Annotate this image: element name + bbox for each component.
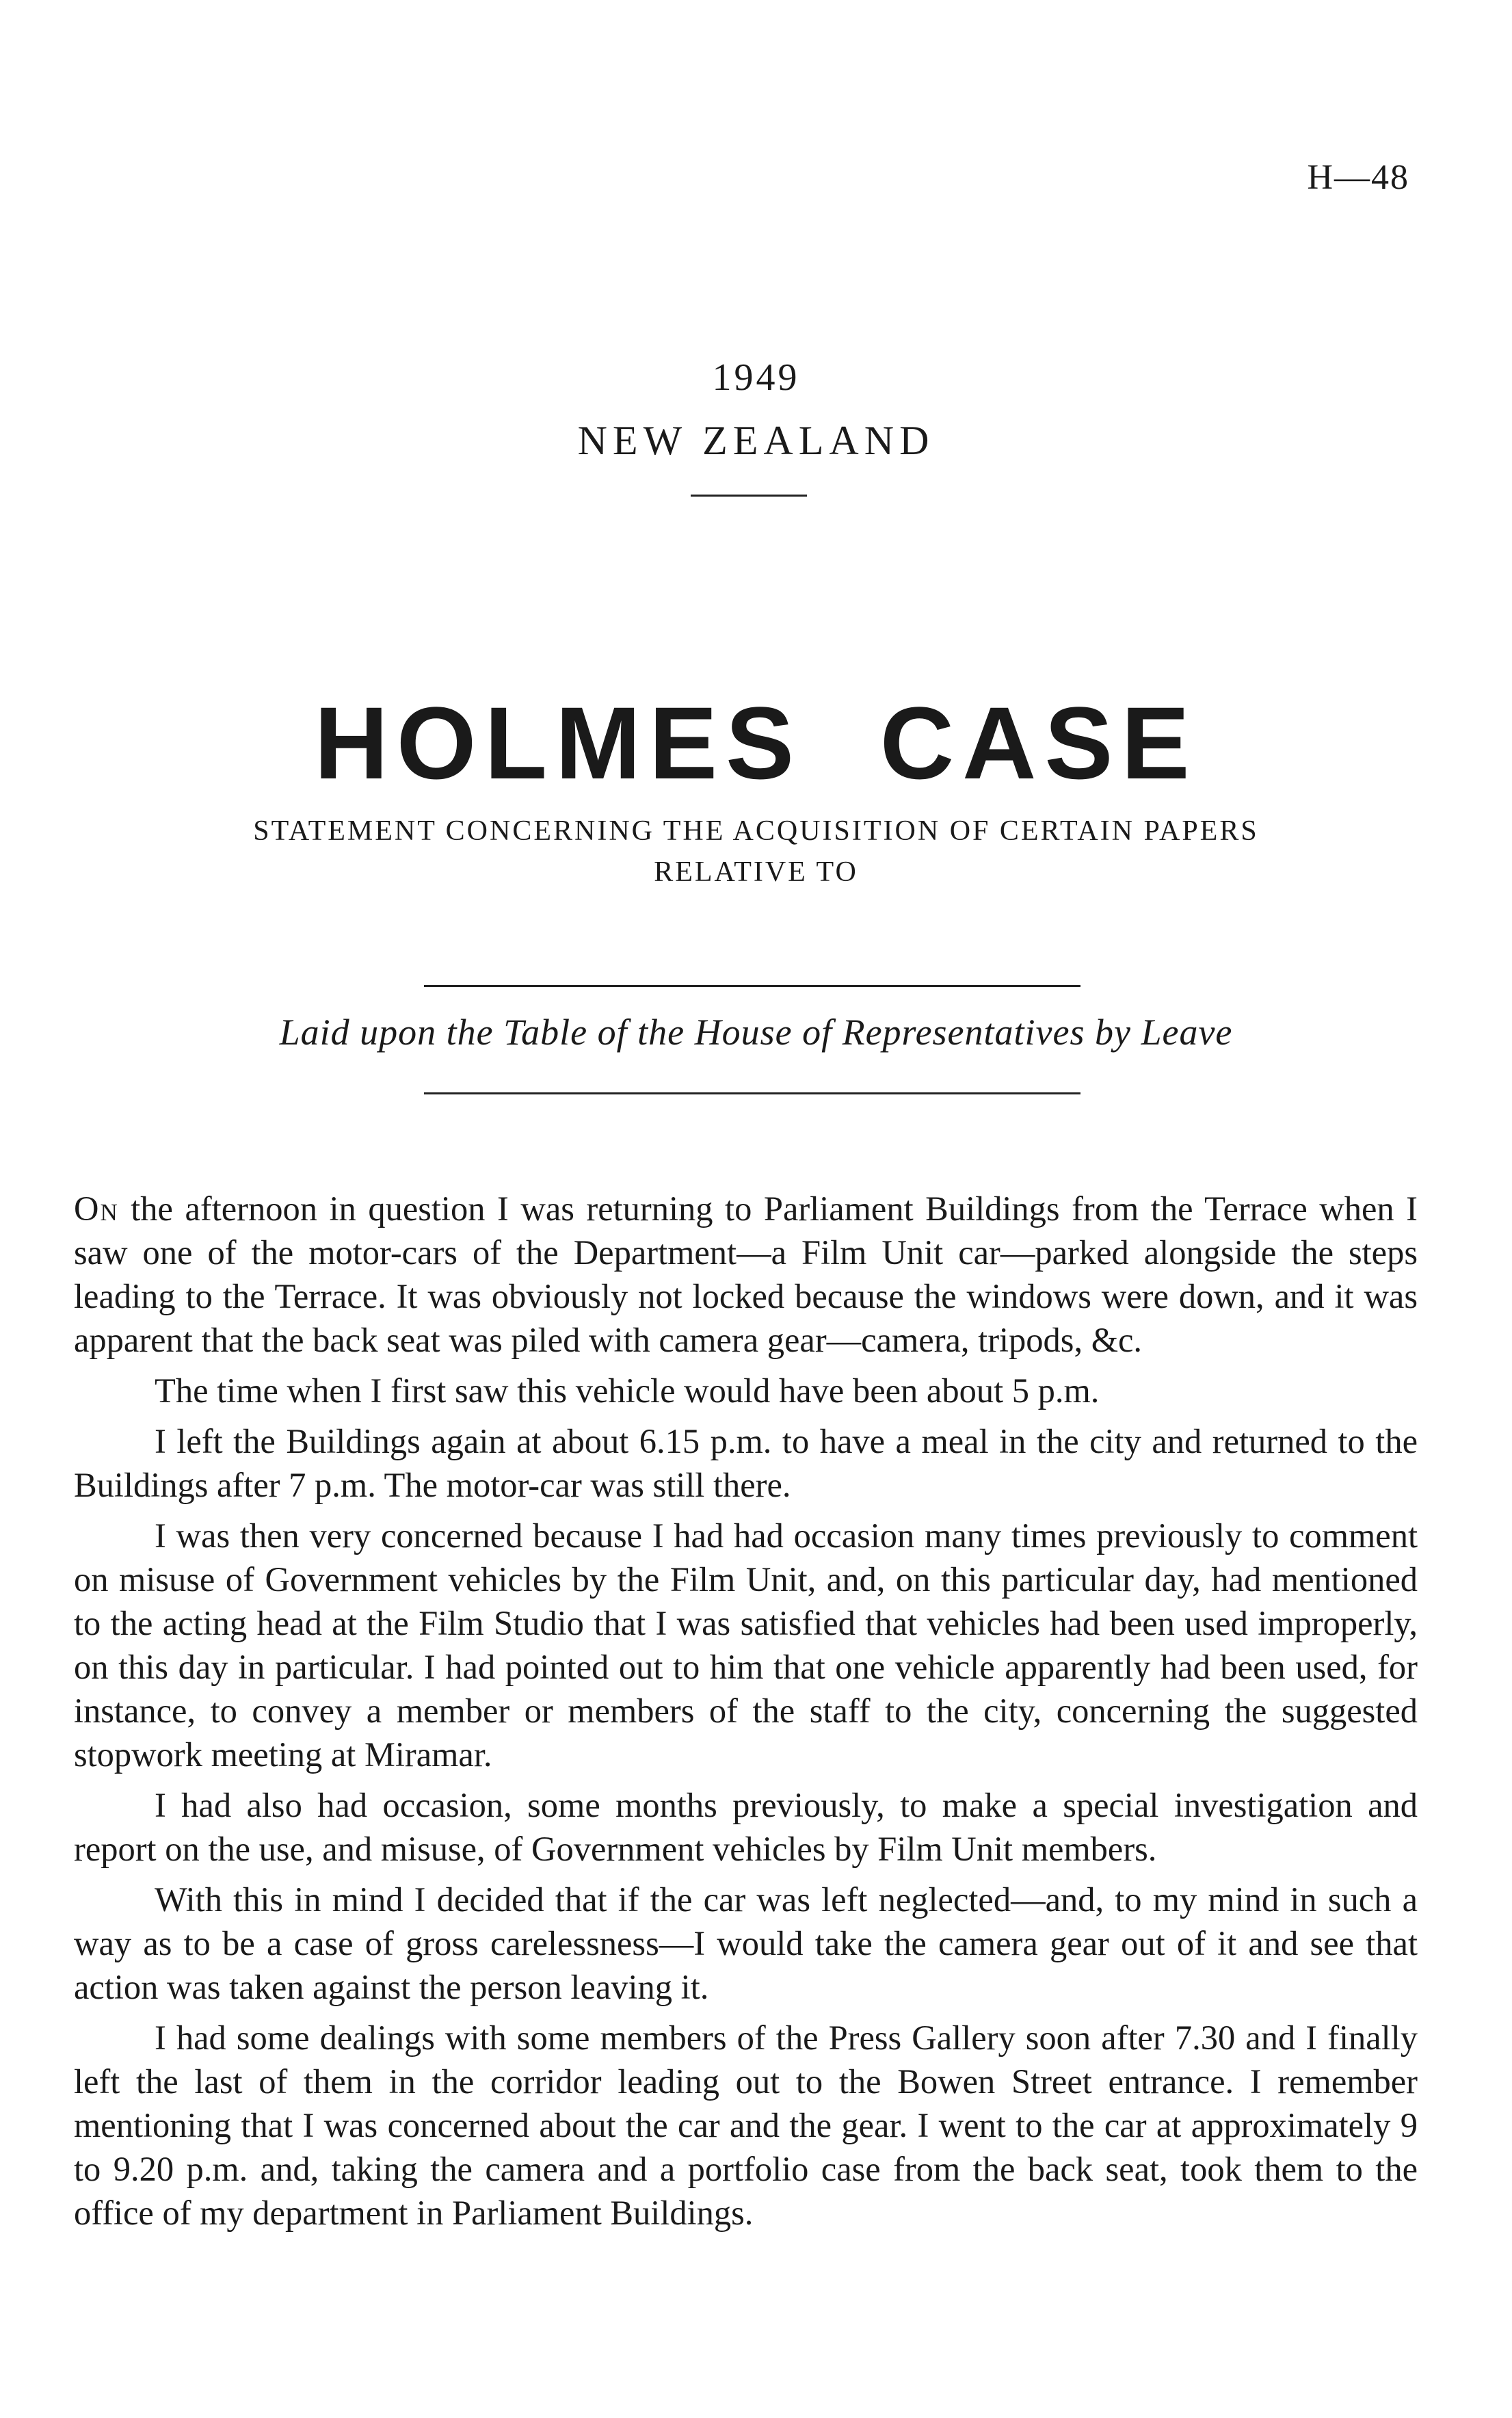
subtitle-line-1: STATEMENT CONCERNING THE ACQUISITION OF CERTAIN PAPERS: [253, 815, 1259, 847]
paragraph-7: I had some dealings with some members of the Press Gallery soon after 7.30 and I finally left the last of them in the corridor leading out to the Bowen Street entrance. I remember mentioning that I was concerned about the car and the gear. I went to the car at approximately 9 to 9.20 p.m. and, taking the camera and a portfolio case from the back seat, took them to the office of my department in Parliament Buildings.: [74, 2019, 1418, 2232]
document-title: HOLMES CASE: [314, 685, 1198, 800]
divider-short: [691, 495, 807, 497]
subtitle-line-2: RELATIVE TO: [654, 856, 858, 888]
paragraph-5: I had also had occasion, some months previously, to make a special investigation and report on the use, and misuse, of Government vehicles by Film Unit members.: [74, 1786, 1418, 1868]
paragraph-4: I was then very concerned because I had had occasion many times previously to comment on misuse of Government vehicles by the Film Unit, and, on this particular day, had mentioned to the acting head at the Film Studio that I was satisfied that vehicles had been used improperly, on this day in particular. I had pointed out to him that one vehicle apparently had been used, for instance, to convey a member or members of the staff to the city, concerning the suggested stopwork meeting at Miramar.: [74, 1516, 1418, 1774]
document-year: 1949: [712, 356, 800, 399]
document-subtitle: [103, 811, 1409, 893]
paragraph-1-text: the afternoon in question I was returning to Parliament Buildings from the Terrace when I saw one of the motor-cars of the Department—a Film Unit car—parked alongside the steps leading to the Terrace. It was obviously not locked because the windows were down, and it was apparent that the back seat was piled with camera gear—camera, tripods, &c.: [74, 1190, 1418, 1359]
document-country: NEW ZEALAND: [577, 418, 935, 463]
paragraph-3: I left the Buildings again at about 6.15 p.m. to have a meal in the city and returned to the Buildings after 7 p.m. The motor-car was still there.: [74, 1422, 1418, 1504]
paragraph-2: The time when I first saw this vehicle would have been about 5 p.m.: [155, 1371, 1100, 1410]
paragraph-1-opening: On: [74, 1190, 119, 1228]
divider-bottom: [424, 1092, 1080, 1094]
page-reference: H—48: [1307, 158, 1409, 197]
divider-top: [424, 985, 1080, 987]
statement-body: [74, 1187, 1418, 2242]
paragraph-6: With this in mind I decided that if the car was left neglected—and, to my mind in such a way as to be a case of gross carelessness—I would take the camera gear out of it and see that action was taken against the person leaving it.: [74, 1880, 1418, 2006]
laid-upon-note: Laid upon the Table of the House of Representatives by Leave: [279, 1012, 1233, 1053]
paragraph-1: [74, 1187, 1418, 1362]
